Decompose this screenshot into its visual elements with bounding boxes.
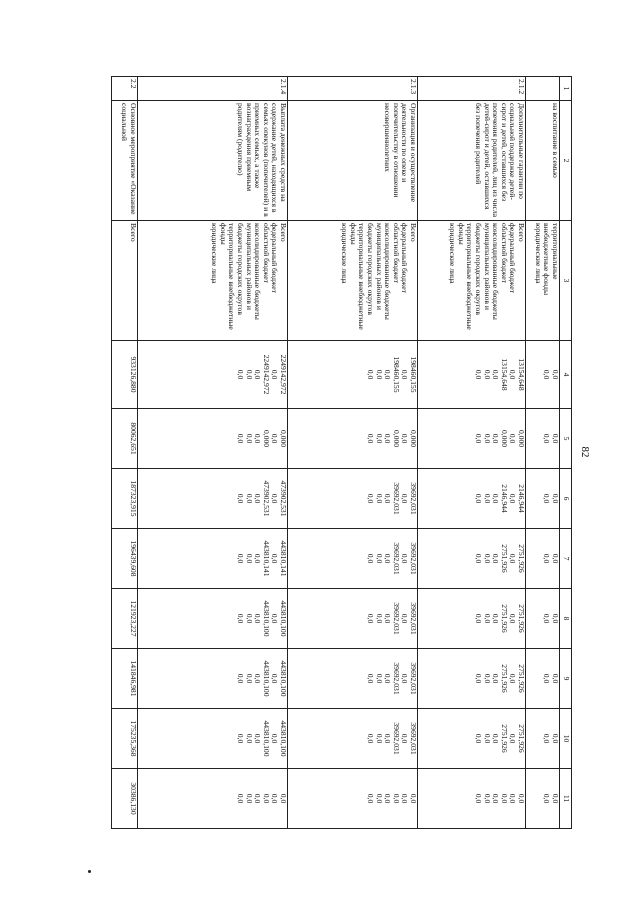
row-sources: [526, 221, 560, 341]
value: 0,0: [244, 369, 254, 380]
value-cell: [138, 469, 288, 529]
value: 443810,100: [261, 600, 271, 637]
value: 0,0: [542, 369, 552, 380]
value: 0,0: [508, 673, 518, 684]
value: 80062,651: [129, 422, 138, 455]
value: 39692,031: [409, 542, 418, 575]
page-number: 82: [579, 446, 591, 458]
value: 0,0: [491, 553, 501, 564]
value: 0,0: [491, 613, 501, 624]
value: 0,0: [482, 369, 492, 380]
value: 0,000: [391, 429, 401, 448]
value: 0,0: [261, 793, 271, 804]
value: 0,0: [366, 433, 376, 444]
funding-source: Всего: [279, 223, 288, 242]
col-header: 7: [560, 529, 572, 589]
value-cell: [526, 529, 560, 589]
value: 0,000: [279, 429, 288, 448]
value: 0,0: [244, 793, 254, 804]
value: 39692,031: [409, 722, 418, 755]
row-sources: [112, 221, 138, 341]
value: 0,0: [383, 553, 393, 564]
value-cell: [112, 341, 138, 409]
value: 0,0: [400, 369, 410, 380]
row-sources: [138, 221, 288, 341]
value: 0,0: [366, 673, 376, 684]
value: 0,0: [551, 673, 560, 684]
value: 0,0: [400, 673, 410, 684]
value: 39692,031: [391, 602, 401, 635]
value: 0,0: [474, 369, 484, 380]
value: 0,0: [474, 433, 484, 444]
value: 0,0: [482, 613, 492, 624]
funding-source: территориальные внебюджетные фонды: [218, 223, 237, 330]
value-cell: [112, 769, 138, 829]
row-name: Организация и осуществление деятельности по опеке и попечительству в отношении несовершеннолетних: [288, 101, 418, 221]
funding-source: юридические лица: [340, 223, 350, 284]
row-code: 2.1.2: [418, 77, 526, 101]
value-cell: [138, 649, 288, 709]
value: 0,0: [374, 673, 384, 684]
value: 2751,926: [517, 604, 526, 633]
row-sources: [288, 221, 418, 341]
value: 13154,648: [517, 358, 526, 391]
value: 39692,031: [391, 662, 401, 695]
value: 0,0: [508, 369, 518, 380]
value: 0,0: [542, 733, 552, 744]
value: 2751,926: [499, 724, 509, 753]
value: 0,0: [482, 673, 492, 684]
value: 2146,944: [517, 484, 526, 513]
value-cell: [138, 769, 288, 829]
value: 0,0: [244, 673, 254, 684]
row-code: 2.1.3: [288, 77, 418, 101]
value: 0,0: [236, 733, 246, 744]
value: 0,0: [374, 433, 384, 444]
value: 0,0: [542, 793, 552, 804]
value-cell: [112, 409, 138, 469]
value: 0,0: [244, 613, 254, 624]
value: 0,0: [491, 793, 501, 804]
funding-source: консолидированные бюджеты муниципальных районов и бюджеты городских округов: [366, 223, 393, 320]
funding-source: Всего: [409, 223, 418, 242]
col-header: 1: [560, 77, 572, 101]
value: 2751,926: [517, 544, 526, 573]
value-cell: [112, 649, 138, 709]
value-cell: [418, 589, 526, 649]
value: 0,0: [400, 433, 410, 444]
value: 0,0: [482, 553, 492, 564]
funding-source: Всего: [517, 223, 526, 242]
value-cell: [288, 469, 418, 529]
value: 175235,368: [129, 720, 138, 757]
value-cell: [526, 341, 560, 409]
value: 0,0: [383, 369, 393, 380]
value: 2249142,972: [279, 354, 288, 395]
value: 121923,227: [129, 600, 138, 637]
value: 0,0: [409, 793, 418, 804]
col-header: 5: [560, 409, 572, 469]
value-cell: [288, 409, 418, 469]
value: 0,0: [253, 613, 263, 624]
value-cell: [138, 589, 288, 649]
value: 0,0: [383, 433, 393, 444]
funding-source: областной бюджет: [261, 223, 271, 283]
funding-source: внебюджетные фонды: [542, 223, 552, 296]
table-row: [112, 77, 138, 829]
value: 0,0: [400, 733, 410, 744]
value: 0,0: [474, 793, 484, 804]
funding-source: областной бюджет: [391, 223, 401, 283]
col-header: 11: [560, 769, 572, 829]
value: 0,0: [474, 673, 484, 684]
value: 0,0: [383, 733, 393, 744]
funding-source: консолидированные бюджеты муниципальных районов и бюджеты городских округов: [474, 223, 501, 320]
value: 0,0: [482, 733, 492, 744]
value: 0,0: [270, 733, 280, 744]
value: 0,000: [517, 429, 526, 448]
value: 2751,926: [499, 604, 509, 633]
value: 0,0: [508, 493, 518, 504]
value: 0,0: [279, 793, 288, 804]
value: 0,0: [383, 793, 393, 804]
value: 0,0: [499, 793, 509, 804]
value: 39692,031: [391, 722, 401, 755]
value: 0,0: [400, 613, 410, 624]
value: 0,0: [551, 433, 560, 444]
value: 0,0: [491, 733, 501, 744]
value: 0,0: [366, 613, 376, 624]
value: 198460,155: [391, 356, 401, 393]
value: 0,0: [244, 733, 254, 744]
value-cell: [112, 469, 138, 529]
value: 0,0: [491, 673, 501, 684]
value: 2146,944: [499, 484, 509, 513]
value: 0,0: [491, 493, 501, 504]
value: 39692,031: [409, 602, 418, 635]
value: 473902,531: [261, 480, 271, 517]
col-header: 2: [560, 101, 572, 221]
value: 0,0: [253, 733, 263, 744]
value: 0,000: [409, 429, 418, 448]
funding-source: Всего: [129, 223, 138, 242]
value: 0,0: [253, 553, 263, 564]
value-cell: [138, 341, 288, 409]
value: 0,0: [253, 433, 263, 444]
budget-table: [111, 76, 572, 829]
value: 2249142,972: [261, 354, 271, 395]
funding-source: консолидированные бюджеты муниципальных районов и бюджеты городских округов: [236, 223, 263, 320]
col-header: 4: [560, 341, 572, 409]
value: 39692,031: [391, 542, 401, 575]
value: 0,0: [374, 613, 384, 624]
funding-source: юридические лица: [448, 223, 458, 284]
value: 0,0: [236, 553, 246, 564]
value: 0,0: [482, 433, 492, 444]
value: 0,0: [391, 793, 401, 804]
value: 0,0: [374, 369, 384, 380]
row-name: Основное мероприятие «Оказание социальной: [112, 101, 138, 221]
value-cell: [288, 529, 418, 589]
value: 0,0: [517, 793, 526, 804]
row-sources: [418, 221, 526, 341]
value-cell: [138, 409, 288, 469]
funding-source: территориальные внебюджетные фонды: [456, 223, 475, 330]
value-cell: [526, 409, 560, 469]
value-cell: [288, 709, 418, 769]
value: 0,0: [400, 553, 410, 564]
value: 0,0: [508, 613, 518, 624]
value: 0,0: [270, 673, 280, 684]
table-row: [138, 77, 288, 829]
value-cell: [138, 529, 288, 589]
value: 0,000: [261, 429, 271, 448]
value: 443810,100: [261, 720, 271, 757]
value: 198460,155: [409, 356, 418, 393]
value: 0,0: [236, 793, 246, 804]
value: 0,0: [551, 733, 560, 744]
rotated-table: [112, 76, 572, 828]
value: 0,0: [383, 613, 393, 624]
value-cell: [112, 589, 138, 649]
row-code: 2.1.4: [138, 77, 288, 101]
funding-source: юридические лица: [533, 223, 543, 284]
value-cell: [418, 409, 526, 469]
rotated-table-container: [112, 76, 572, 828]
value: 0,0: [270, 553, 280, 564]
value: 0,0: [236, 493, 246, 504]
value: 0,0: [508, 433, 518, 444]
value-cell: [418, 769, 526, 829]
value: 0,0: [508, 733, 518, 744]
value: 0,0: [508, 793, 518, 804]
value: 0,0: [366, 793, 376, 804]
funding-source: территориальные внебюджетные фонды: [348, 223, 367, 330]
value: 13154,648: [499, 358, 509, 391]
value: 0,0: [236, 369, 246, 380]
funding-source: юридические лица: [210, 223, 220, 284]
value: 0,0: [551, 369, 560, 380]
value: 0,0: [244, 433, 254, 444]
value: 0,0: [270, 793, 280, 804]
value: 0,0: [270, 369, 280, 380]
value: 0,0: [383, 493, 393, 504]
col-header: 3: [560, 221, 572, 341]
value: 443810,100: [279, 660, 288, 697]
value-cell: [112, 709, 138, 769]
value: 0,0: [400, 793, 410, 804]
value: 0,0: [400, 493, 410, 504]
value-cell: [526, 649, 560, 709]
row-name: Выплата денежных средств на содержание детей, находящихся в семьях опекунов (попечителей) и в приемных семьях, а также вознаграждения приемным родителям (родителю): [138, 101, 288, 221]
value-cell: [526, 769, 560, 829]
value: 0,0: [551, 553, 560, 564]
value: 0,0: [374, 553, 384, 564]
value: 0,0: [270, 433, 280, 444]
value: 0,0: [491, 369, 501, 380]
value: 0,0: [482, 793, 492, 804]
value: 0,0: [253, 369, 263, 380]
value: 0,0: [374, 493, 384, 504]
value-cell: [526, 469, 560, 529]
value: 0,0: [236, 673, 246, 684]
value: 0,0: [236, 613, 246, 624]
funding-source: областной бюджет: [499, 223, 509, 283]
value: 0,000: [499, 429, 509, 448]
value: 0,0: [542, 553, 552, 564]
col-header: 10: [560, 709, 572, 769]
value: 443810,141: [279, 540, 288, 577]
value-cell: [112, 529, 138, 589]
value: 443810,100: [261, 660, 271, 697]
row-code: 2.2: [112, 77, 138, 101]
row-name: на воспитание в семью: [526, 101, 560, 221]
value: 0,0: [474, 493, 484, 504]
value-cell: [288, 769, 418, 829]
value-cell: [418, 529, 526, 589]
value: 0,0: [374, 793, 384, 804]
value-cell: [288, 341, 418, 409]
value: 473902,531: [279, 480, 288, 517]
funding-source: федеральный бюджет: [400, 223, 410, 293]
funding-source: территориальные: [551, 223, 560, 280]
value: 39692,031: [391, 482, 401, 515]
value: 0,0: [366, 733, 376, 744]
funding-source: федеральный бюджет: [270, 223, 280, 293]
value-cell: [418, 341, 526, 409]
value: 141846,981: [129, 660, 138, 697]
value: 0,0: [253, 673, 263, 684]
value: 0,0: [366, 369, 376, 380]
table-row: [526, 77, 560, 829]
value-cell: [526, 589, 560, 649]
value: 0,0: [474, 733, 484, 744]
value-cell: [526, 709, 560, 769]
value-cell: [418, 649, 526, 709]
value: 2751,926: [499, 664, 509, 693]
value: 443810,100: [279, 600, 288, 637]
value: 0,0: [253, 493, 263, 504]
value: 0,0: [542, 613, 552, 624]
funding-source: федеральный бюджет: [508, 223, 518, 293]
value: 0,0: [491, 433, 501, 444]
value: 0,0: [244, 553, 254, 564]
col-header: 9: [560, 649, 572, 709]
value: 2751,926: [517, 724, 526, 753]
value: 0,0: [383, 673, 393, 684]
table-row: [288, 77, 418, 829]
header-row: [560, 77, 572, 829]
value: 0,0: [482, 493, 492, 504]
col-header: 8: [560, 589, 572, 649]
value: 0,0: [542, 493, 552, 504]
value: 39692,031: [409, 662, 418, 695]
value: 2751,926: [499, 544, 509, 573]
value: 933126,880: [129, 356, 138, 393]
table-row: [418, 77, 526, 829]
value: 0,0: [551, 793, 560, 804]
value: 2751,926: [517, 664, 526, 693]
value: 0,0: [253, 793, 263, 804]
value: 443810,141: [261, 540, 271, 577]
value: 0,0: [270, 493, 280, 504]
value: 0,0: [474, 613, 484, 624]
value: 0,0: [236, 433, 246, 444]
value-cell: [288, 649, 418, 709]
value: 30386,130: [129, 782, 138, 815]
value: 0,0: [366, 493, 376, 504]
value-cell: [138, 709, 288, 769]
value-cell: [288, 589, 418, 649]
value: 0,0: [270, 613, 280, 624]
value: 0,0: [551, 613, 560, 624]
scan-mark: [88, 870, 91, 873]
col-header: 6: [560, 469, 572, 529]
row-name: Дополнительные гарантии по социальной поддержке детей-сирот и детей, оставшихся без попечения родителей, лиц из числа детей-сирот и детей, оставшихся без попечения родителей: [418, 101, 526, 221]
value: 0,0: [366, 553, 376, 564]
value: 39692,031: [409, 482, 418, 515]
value: 0,0: [542, 433, 552, 444]
value: 0,0: [542, 673, 552, 684]
value: 0,0: [508, 553, 518, 564]
value-cell: [418, 709, 526, 769]
value-cell: [418, 469, 526, 529]
value: 0,0: [474, 553, 484, 564]
value: 0,0: [374, 733, 384, 744]
value: 187323,915: [129, 480, 138, 517]
value: 196439,608: [129, 540, 138, 577]
row-code: [526, 77, 560, 101]
value: 443810,100: [279, 720, 288, 757]
value: 0,0: [551, 493, 560, 504]
value: 0,0: [244, 493, 254, 504]
